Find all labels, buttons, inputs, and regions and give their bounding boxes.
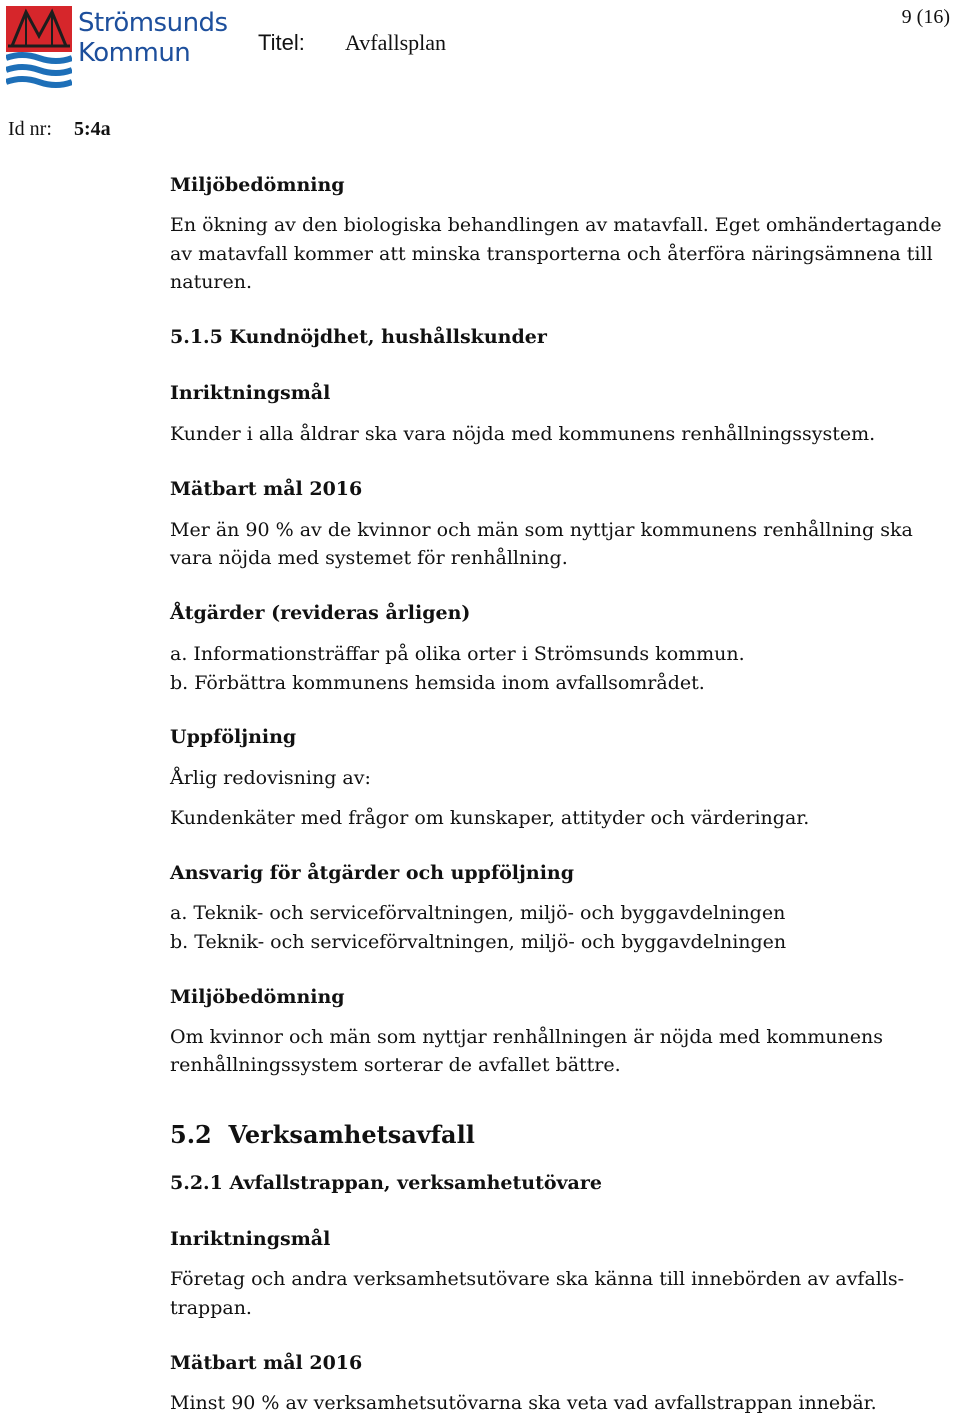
logo-name-line1: Strömsunds: [78, 8, 228, 38]
document-title: Avfallsplan: [345, 30, 447, 55]
paragraph-line: renhållningssystem sorterar de avfallet bättre.: [170, 1054, 621, 1076]
paragraph-line: trappan.: [170, 1297, 252, 1319]
section-heading: Inriktningsmål: [170, 382, 331, 404]
section-heading: Mätbart mål 2016: [170, 478, 363, 500]
paragraph-line: Minst 90 % av verksamhetsutövarna ska veta vad avfallstrappan innebär.: [170, 1392, 877, 1414]
paragraph-line: Om kvinnor och män som nyttjar renhållningen är nöjda med kommunens: [170, 1026, 884, 1048]
title-label: Titel:: [258, 30, 305, 55]
paragraph-line: Årlig redovisning av:: [170, 767, 371, 789]
section-heading: Uppföljning: [170, 726, 297, 748]
list-item: b. Teknik- och serviceförvaltningen, miljö- och byggavdelningen: [170, 931, 787, 953]
paragraph-line: Mer än 90 % av de kvinnor och män som nyttjar kommunens renhållning ska: [170, 519, 913, 541]
section-heading: Åtgärder (revideras årligen): [170, 602, 471, 624]
list-item: a. Teknik- och serviceförvaltningen, miljö- och byggavdelningen: [170, 902, 786, 924]
section-heading: Mätbart mål 2016: [170, 1352, 363, 1374]
section-heading: Miljöbedömning: [170, 986, 345, 1008]
id-value: 5:4a: [74, 118, 111, 140]
section-heading: Inriktningsmål: [170, 1228, 331, 1250]
section-heading-5-2: 5.2 Verksamhetsavfall: [170, 1120, 475, 1149]
subsection-heading-5-1-5: 5.1.5 Kundnöjdhet, hushållskunder: [170, 326, 547, 348]
paragraph-line: Kundenkäter med frågor om kunskaper, attityder och värderingar.: [170, 807, 810, 829]
section-heading: Miljöbedömning: [170, 174, 345, 196]
list-item: b. Förbättra kommunens hemsida inom avfallsområdet.: [170, 672, 705, 694]
page-number: 9 (16): [901, 6, 950, 28]
logo-name-line2: Kommun: [78, 38, 191, 68]
subsection-heading-5-2-1: 5.2.1 Avfallstrappan, verksamhetutövare: [170, 1172, 602, 1194]
section-heading: Ansvarig för åtgärder och uppföljning: [170, 862, 575, 884]
paragraph-line: En ökning av den biologiska behandlingen av matavfall. Eget omhändertagande: [170, 214, 942, 236]
bridge-logo-icon: [6, 6, 72, 90]
paragraph-line: Kunder i alla åldrar ska vara nöjda med kommunens renhållningssystem.: [170, 423, 876, 445]
id-label: Id nr:: [8, 118, 52, 140]
paragraph-line: vara nöjda med systemet för renhållning.: [170, 547, 568, 569]
list-item: a. Informationsträffar på olika orter i Strömsunds kommun.: [170, 643, 745, 665]
paragraph-line: Företag och andra verksamhetsutövare ska känna till innebörden av avfalls-: [170, 1268, 905, 1290]
paragraph-line: naturen.: [170, 271, 253, 293]
paragraph-line: av matavfall kommer att minska transporterna och återföra näringsämnena till: [170, 243, 933, 265]
municipality-logo: [6, 6, 228, 90]
